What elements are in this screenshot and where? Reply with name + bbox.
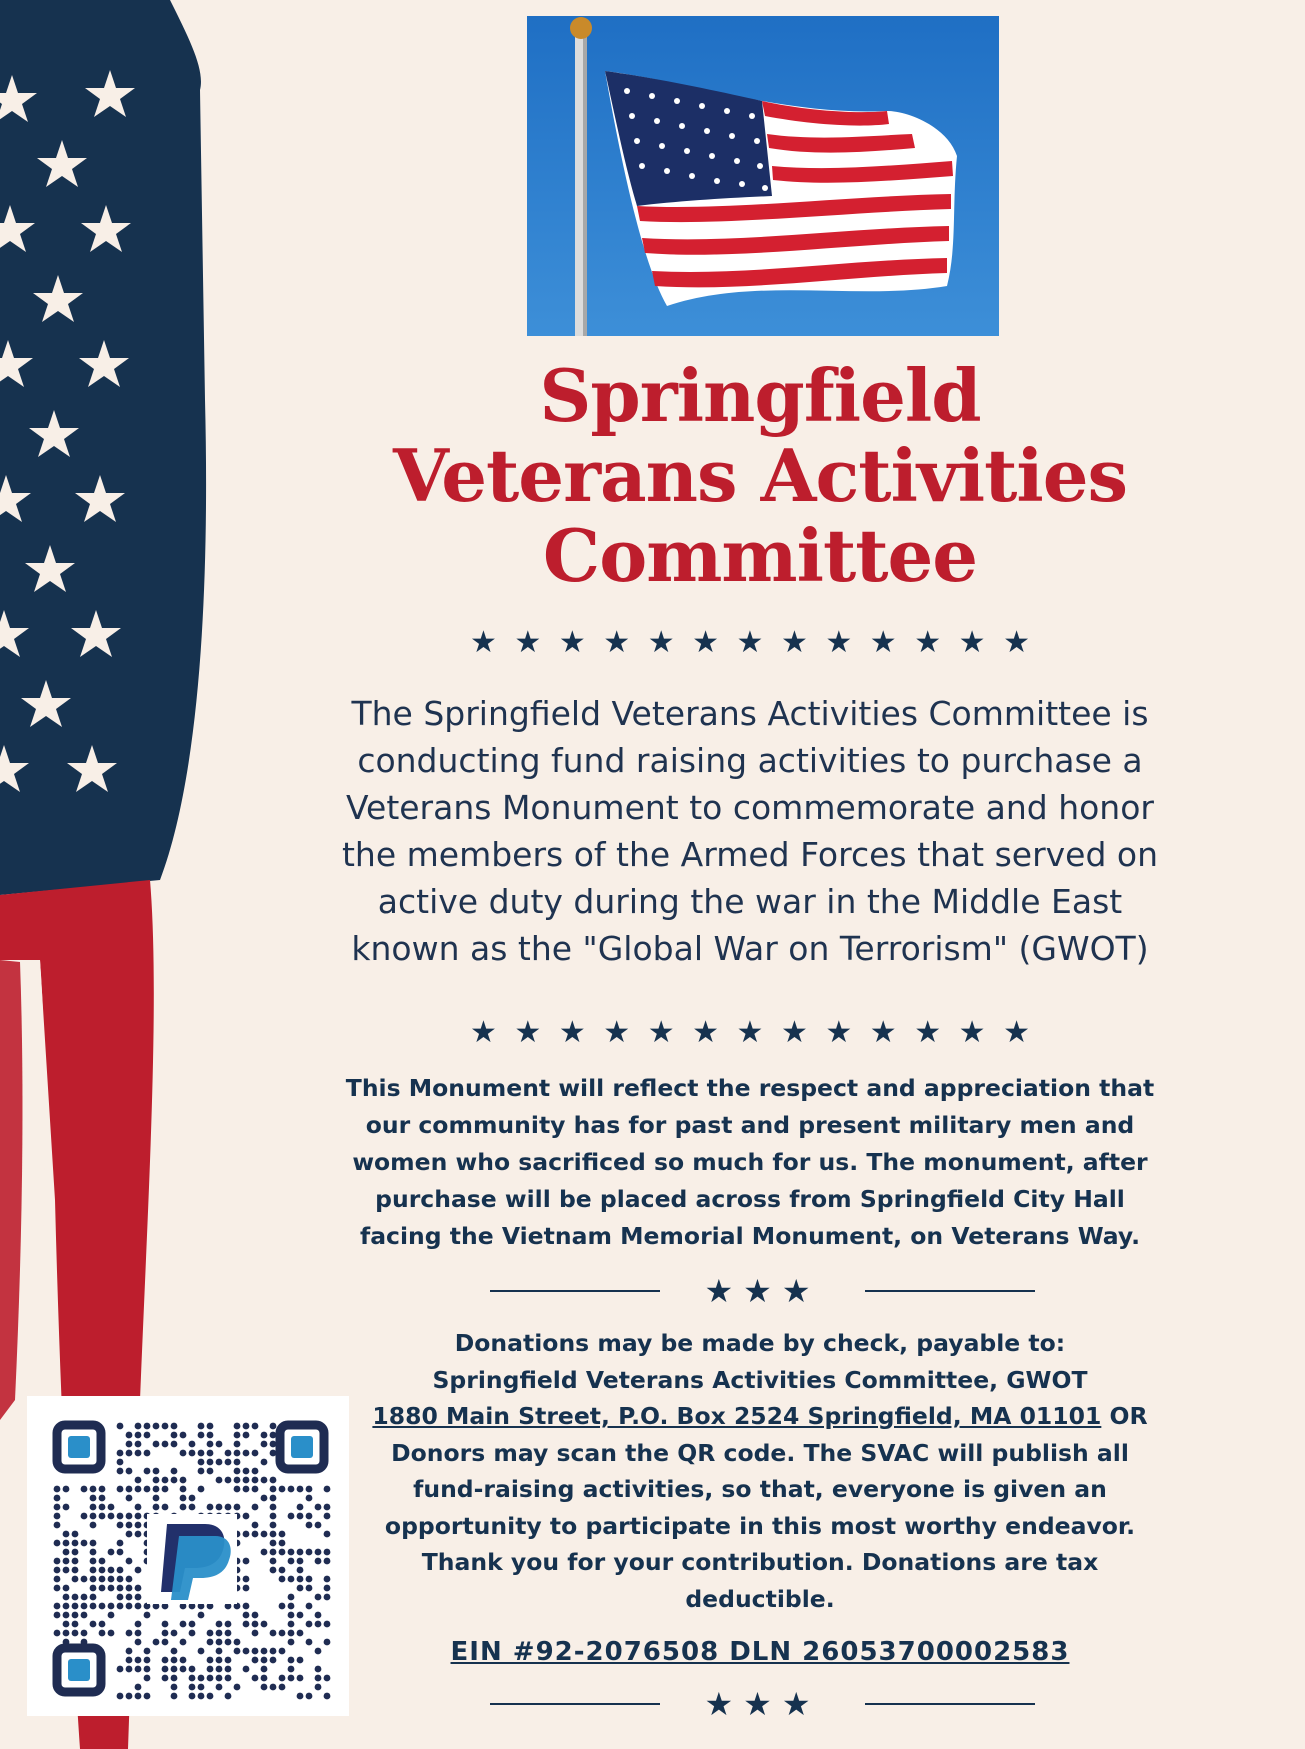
star-icon: ★ xyxy=(958,625,986,660)
mailing-address-link[interactable]: 1880 Main Street, P.O. Box 2524 Springfield, MA 01101 xyxy=(372,1402,1102,1430)
star-icon: ★ xyxy=(647,625,675,660)
star-icon: ★ xyxy=(558,1015,586,1050)
star-icon: ★ xyxy=(558,625,586,660)
star-divider-2 xyxy=(470,1015,1030,1050)
line-star-divider-2 xyxy=(490,1686,1035,1722)
star-icon: ★ xyxy=(780,1015,808,1050)
star-icon: ★ xyxy=(736,1015,764,1050)
star-icon: ★ xyxy=(514,625,542,660)
star-icon: ★ xyxy=(825,625,853,660)
star-icon: ★ xyxy=(692,625,720,660)
star-icon: ★ xyxy=(603,625,631,660)
star-divider-1 xyxy=(470,625,1030,660)
star-icon: ★ xyxy=(736,625,764,660)
star-icon: ★★★ xyxy=(704,1272,821,1310)
star-icon: ★ xyxy=(647,1015,675,1050)
star-icon: ★ xyxy=(780,625,808,660)
star-icon: ★ xyxy=(470,1015,497,1050)
star-icon: ★ xyxy=(825,1015,853,1050)
qr-code-graphic xyxy=(27,1396,349,1716)
star-icon: ★ xyxy=(869,625,897,660)
title-line-2: Veterans Activities xyxy=(392,433,1128,518)
star-icon: ★ xyxy=(603,1015,631,1050)
star-icon: ★ xyxy=(914,1015,942,1050)
paypal-qr-code[interactable] xyxy=(27,1396,349,1716)
monument-paragraph: This Monument will reflect the respect and appreciation that our community has for past and present military men and women who sacrificed so much for us. The monument, after purchase will be placed across from Springfield City Hall facing the Vietnam Memorial Monument, on Veterans Way. xyxy=(345,1074,1155,1250)
intro-paragraph: The Springfield Veterans Activities Committee is conducting fund raising activities to purchase a Veterans Monument to commemorate and honor the members of the Armed Forces that served on active duty during the war in the Middle East known as the "Global War on Terrorism" (GWOT) xyxy=(341,694,1159,968)
donations-line-2: Springfield Veterans Activities Committee, GWOT xyxy=(432,1365,1088,1394)
us-flag-photo xyxy=(527,16,999,336)
star-icon: ★ xyxy=(1003,1015,1030,1050)
line-star-divider-1 xyxy=(490,1273,1035,1309)
star-icon: ★ xyxy=(1003,625,1030,660)
star-icon: ★ xyxy=(869,1015,897,1050)
donations-paragraph xyxy=(370,1325,1150,1617)
title-line-3: Committee xyxy=(542,513,978,598)
title-line-1: Springfield xyxy=(539,353,981,438)
ein-link[interactable]: EIN #92-2076508 DLN 26053700002583 xyxy=(450,1637,1070,1667)
star-icon: ★ xyxy=(692,1015,720,1050)
star-icon: ★ xyxy=(914,625,942,660)
star-icon: ★★★ xyxy=(704,1685,821,1723)
star-icon: ★ xyxy=(514,1015,542,1050)
star-icon: ★ xyxy=(470,625,497,660)
donations-rest: OR Donors may scan the QR code. The SVAC will publish all fund-raising activities, so that, everyone is given an opportunity to participate in this most worthy endeavor. Thank you for your contribution. Donations are tax deductible. xyxy=(384,1402,1148,1613)
page-title xyxy=(340,353,1180,598)
star-icon: ★ xyxy=(958,1015,986,1050)
donations-line-1: Donations may be made by check, payable to: xyxy=(454,1329,1066,1357)
